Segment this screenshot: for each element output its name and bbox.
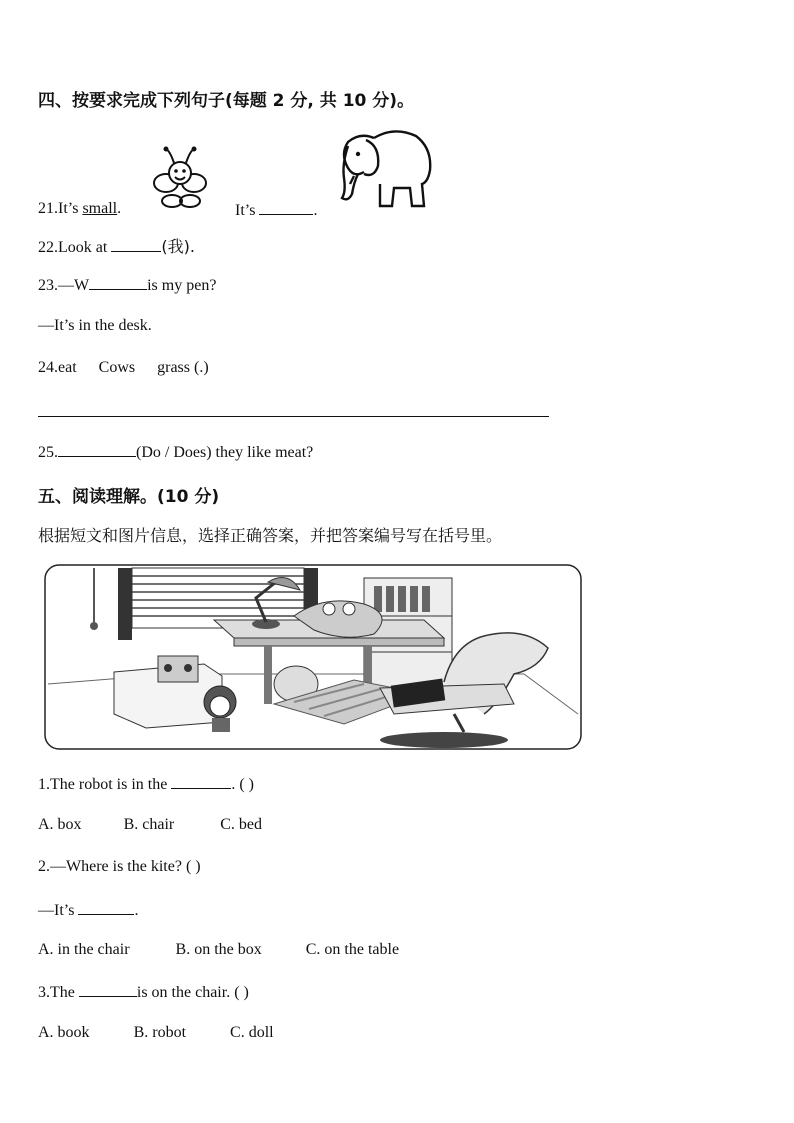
question-22: 22.Look at (我).: [38, 237, 195, 256]
elephant-illustration: [334, 122, 438, 214]
answer-blank[interactable]: [89, 275, 147, 290]
question-24: 24.eat Cows grass (.): [38, 359, 209, 376]
question-23-reply: —It’s in the desk.: [38, 317, 152, 334]
question-25: 25. (Do / Does) they like meat?: [38, 444, 314, 461]
question-21-part-a: 21.It’s small.: [38, 200, 122, 217]
answer-blank[interactable]: [79, 982, 137, 997]
reading-question-2: 2.—Where is the kite? ( ): [38, 858, 201, 875]
reading-question-3: 3.The is on the chair. ( ): [38, 984, 249, 1001]
option-row-q3: [38, 1024, 274, 1042]
option-c[interactable]: C. bed: [220, 816, 262, 833]
answer-blank[interactable]: [58, 442, 136, 457]
reading-question-1: 1.The robot is in the . ( ): [38, 776, 254, 793]
word-small: small: [82, 200, 118, 217]
answer-blank[interactable]: [111, 237, 161, 252]
answer-line[interactable]: [38, 416, 549, 417]
answer-blank[interactable]: [259, 200, 313, 215]
option-c[interactable]: C. on the table: [305, 941, 400, 958]
bee-illustration: [150, 143, 212, 213]
question-23: 23.—W is my pen?: [38, 277, 217, 294]
option-b[interactable]: B. on the box: [175, 941, 262, 958]
section-5-instruction: 根据短文和图片信息，选择正确答案，并把答案编号写在括号里。: [38, 526, 503, 545]
option-b[interactable]: B. chair: [123, 816, 175, 833]
answer-blank[interactable]: [171, 774, 231, 789]
option-row-q1: [38, 816, 262, 834]
section-5-heading: 五、阅读理解。(10 分): [38, 487, 220, 507]
option-a[interactable]: A. in the chair: [38, 941, 130, 958]
section-4-heading: 四、按要求完成下列句子(每题 2 分, 共 10 分)。: [38, 91, 415, 111]
option-b[interactable]: B. robot: [133, 1024, 187, 1041]
reading-question-2-reply: —It’s .: [38, 902, 139, 919]
option-c[interactable]: C. doll: [230, 1024, 274, 1041]
question-21-part-b: It’s .: [235, 202, 318, 219]
room-illustration: [44, 564, 582, 752]
option-a[interactable]: A. book: [38, 1024, 90, 1041]
answer-blank[interactable]: [78, 900, 134, 915]
option-a[interactable]: A. box: [38, 816, 82, 833]
option-row-q2: [38, 941, 399, 959]
